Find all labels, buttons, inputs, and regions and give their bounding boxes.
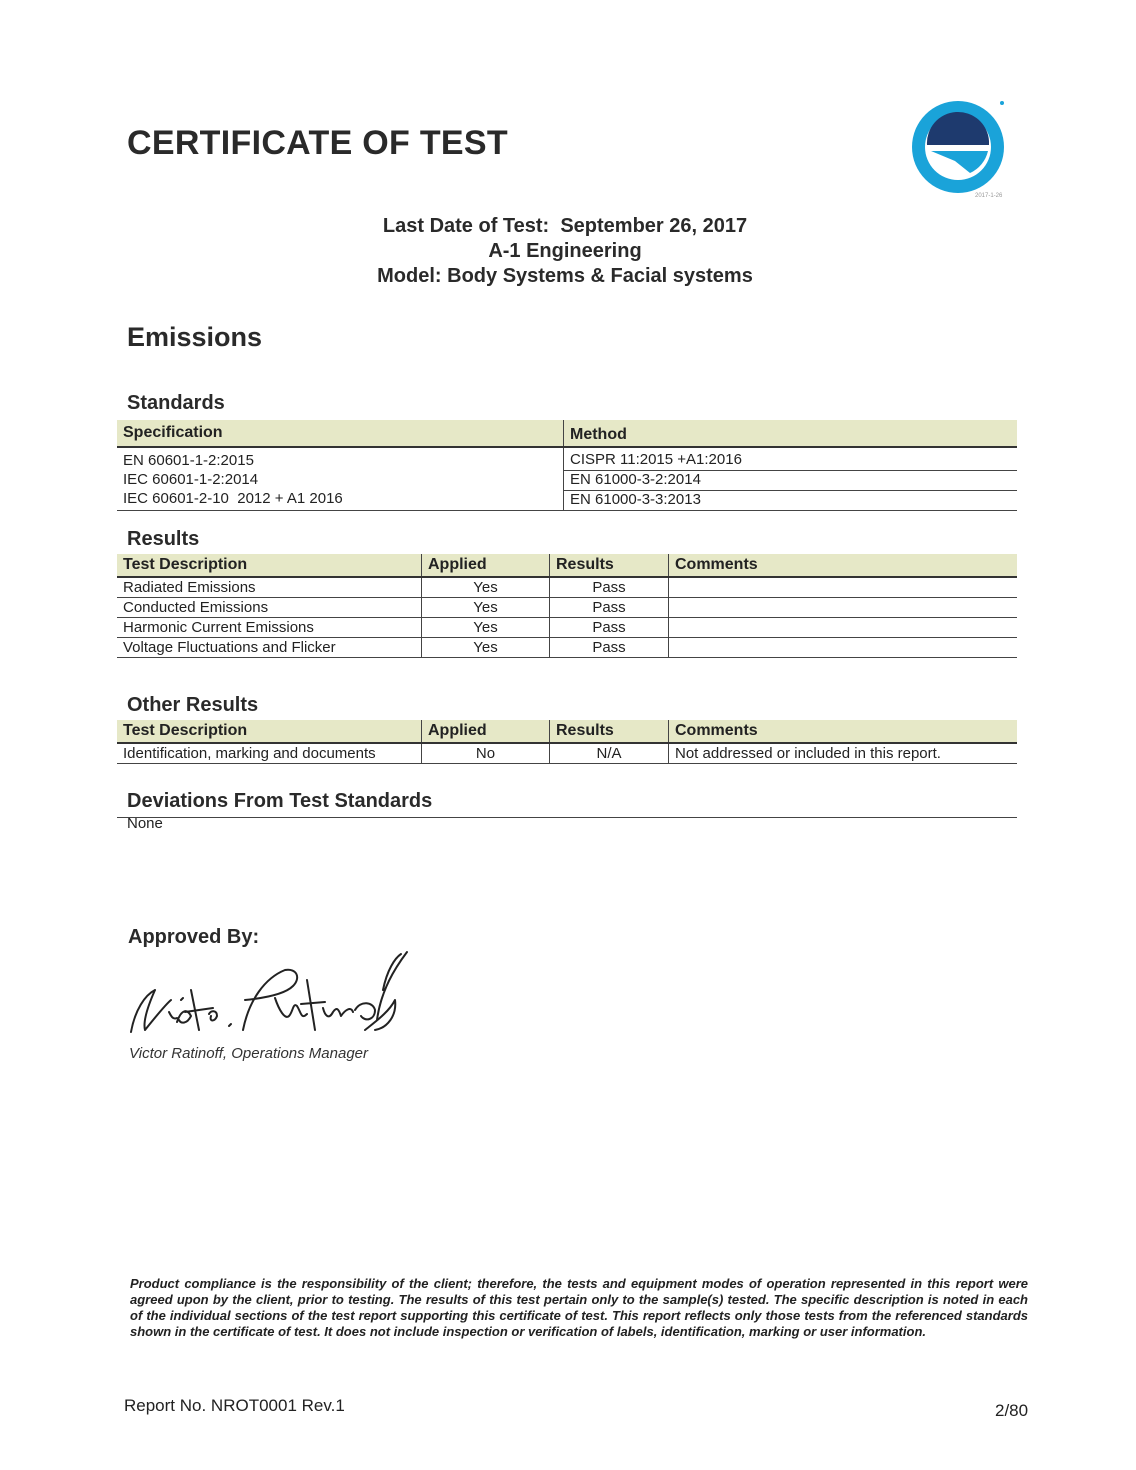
method-item: CISPR 11:2015 +A1:2016: [564, 447, 1018, 471]
applied-value: Yes: [422, 638, 550, 658]
model-line: Model: Body Systems & Facial systems: [377, 265, 753, 287]
deviations-value: None: [127, 815, 163, 832]
company-name: A-1 Engineering: [488, 240, 642, 262]
table-row: [117, 638, 1017, 658]
method-item: EN 61000-3-2:2014: [564, 471, 1018, 491]
results-header: Results: [550, 720, 669, 743]
divider: [117, 817, 1017, 818]
applied-value: Yes: [422, 618, 550, 638]
other-results-table: [117, 720, 1017, 764]
specification-item: IEC 60601-2-10 2012 + A1 2016: [123, 490, 343, 507]
report-number: Report No. NROT0001 Rev.1: [124, 1396, 345, 1415]
applied-header: Applied: [422, 720, 550, 743]
specification-item: EN 60601-1-2:2015: [123, 452, 254, 469]
standards-heading: Standards: [127, 392, 225, 414]
result-value: Pass: [550, 598, 669, 618]
applied-value: Yes: [422, 598, 550, 618]
result-value: Pass: [550, 618, 669, 638]
signer-name: Victor Ratinoff, Operations Manager: [129, 1045, 369, 1062]
signature-image: [125, 950, 425, 1045]
specification-list: [117, 447, 564, 511]
applied-header: Applied: [422, 554, 550, 577]
results-heading: Results: [127, 528, 200, 550]
comment-value: Not addressed or included in this report.: [669, 743, 1018, 764]
method-item: EN 61000-3-3:2013: [564, 491, 1018, 511]
comments-header: Comments: [669, 554, 1018, 577]
comments-header: Comments: [669, 720, 1018, 743]
deviations-heading: Deviations From Test Standards: [127, 790, 433, 812]
applied-value: Yes: [422, 577, 550, 598]
table-row: [117, 743, 1017, 764]
comment-value: [669, 618, 1018, 638]
comment-value: [669, 598, 1018, 618]
logo-date: 2017-1-26: [975, 193, 1003, 199]
emissions-heading: Emissions: [127, 322, 263, 352]
test-description: Voltage Fluctuations and Flicker: [117, 638, 422, 658]
applied-value: No: [422, 743, 550, 764]
comment-value: [669, 577, 1018, 598]
method-header: Method: [564, 420, 1018, 447]
table-row: [117, 577, 1017, 598]
table-row: [117, 618, 1017, 638]
test-description: Identification, marking and documents: [117, 743, 422, 764]
disclaimer-text: Product compliance is the responsibility of the client; therefore, the tests and equipment modes of operation represented in this report were agreed upon by the client, prior to testing. The results of this test pertain only to the sample(s) tested. The specific description is noted in each of the individual sections of the test report supporting this certificate of test. This report reflects only those tests from the referenced standards shown in the certificate of test. It does not include inspection or verification of labels, identification, marking or user information.: [130, 1276, 1028, 1339]
other-results-heading: Other Results: [127, 694, 259, 716]
test-description: Harmonic Current Emissions: [117, 618, 422, 638]
result-value: N/A: [550, 743, 669, 764]
approved-by-label: Approved By:: [128, 926, 260, 948]
test-description-header: Test Description: [117, 554, 422, 577]
certificate-title: CERTIFICATE OF TEST: [127, 124, 508, 162]
test-description: Radiated Emissions: [117, 577, 422, 598]
table-row: [117, 598, 1017, 618]
circle-e-logo-icon: [910, 95, 1010, 195]
specification-header: Specification: [117, 420, 564, 447]
results-header: Results: [550, 554, 669, 577]
comment-value: [669, 638, 1018, 658]
test-header: [300, 214, 830, 289]
results-table: [117, 554, 1017, 658]
result-value: Pass: [550, 638, 669, 658]
standards-table: [117, 420, 1017, 511]
test-description-header: Test Description: [117, 720, 422, 743]
specification-item: IEC 60601-1-2:2014: [123, 471, 259, 488]
page-number: 2/80: [995, 1401, 1029, 1420]
test-description: Conducted Emissions: [117, 598, 422, 618]
last-date-of-test: Last Date of Test: September 26, 2017: [382, 215, 748, 237]
result-value: Pass: [550, 577, 669, 598]
